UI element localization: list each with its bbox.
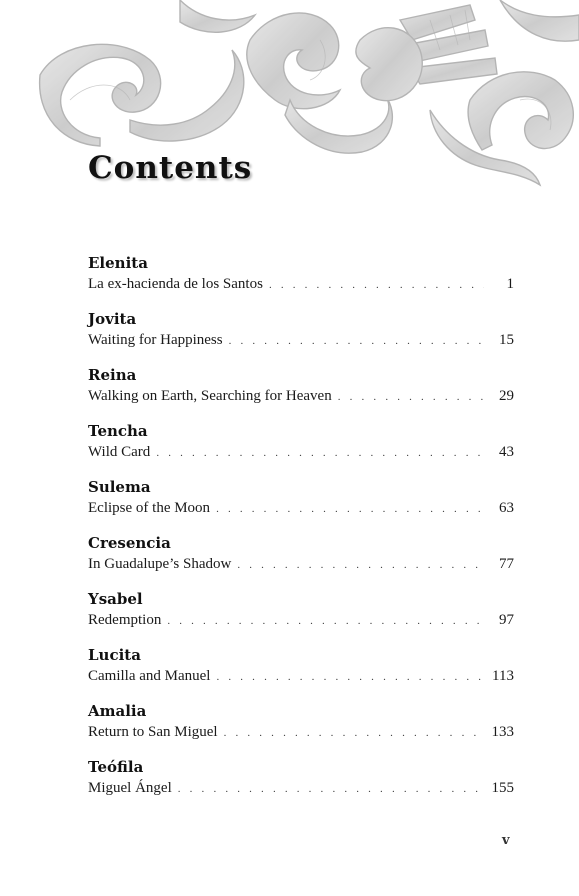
chapter-line <box>88 441 514 464</box>
section-name: Tencha <box>88 422 148 440</box>
dot-leader <box>167 610 484 632</box>
dot-leader <box>269 274 484 296</box>
chapter-line <box>88 497 514 520</box>
chapter-page-number: 29 <box>499 388 514 404</box>
dot-leader <box>156 442 484 464</box>
chapter-line <box>88 609 514 632</box>
section-name: Sulema <box>88 478 151 496</box>
chapter-title: Eclipse of the Moon <box>88 500 211 516</box>
chapter-line <box>88 665 514 688</box>
section-name: Elenita <box>88 254 148 272</box>
section-name: Amalia <box>88 702 147 720</box>
chapter-title: Miguel Ángel <box>88 780 172 796</box>
chapter-title: Redemption <box>88 612 162 628</box>
dot-leader <box>229 330 484 352</box>
section-name: Teófila <box>88 758 144 776</box>
chapter-page-number: 63 <box>499 500 514 516</box>
toc-entry[interactable] <box>88 253 514 309</box>
page-title: Contents <box>88 150 253 186</box>
chapter-title: Return to San Miguel <box>88 724 218 740</box>
chapter-line <box>88 385 514 408</box>
toc-entry[interactable] <box>88 365 514 421</box>
dot-leader <box>216 498 484 520</box>
dot-leader <box>178 778 484 800</box>
section-name: Lucita <box>88 646 141 664</box>
chapter-page-number: 43 <box>499 444 514 460</box>
page-number: v <box>502 833 510 848</box>
section-name: Ysabel <box>88 590 143 608</box>
chapter-title: Walking on Earth, Searching for Heaven <box>88 388 332 404</box>
chapter-page-number: 77 <box>499 556 514 572</box>
chapter-line <box>88 721 514 744</box>
chapter-title: Waiting for Happiness <box>88 332 223 348</box>
toc-entry[interactable] <box>88 645 514 701</box>
chapter-line <box>88 273 514 296</box>
chapter-title: Camilla and Manuel <box>88 668 211 684</box>
dot-leader <box>237 554 484 576</box>
chapter-line <box>88 553 514 576</box>
chapter-page-number: 155 <box>491 780 514 796</box>
toc-entry[interactable] <box>88 533 514 589</box>
section-name: Reina <box>88 366 137 384</box>
chapter-title: Wild Card <box>88 444 151 460</box>
chapter-page-number: 97 <box>499 612 514 628</box>
toc-entry[interactable] <box>88 477 514 533</box>
toc-entry[interactable] <box>88 589 514 645</box>
toc-entry[interactable] <box>88 701 514 757</box>
chapter-title: In Guadalupe’s Shadow <box>88 556 232 572</box>
dot-leader <box>216 666 484 688</box>
dot-leader <box>338 386 484 408</box>
chapter-page-number: 133 <box>491 724 514 740</box>
toc-entry[interactable] <box>88 757 514 813</box>
chapter-line <box>88 329 514 352</box>
section-name: Cresencia <box>88 534 171 552</box>
dot-leader <box>224 722 484 744</box>
chapter-page-number: 1 <box>506 276 514 292</box>
chapter-page-number: 113 <box>492 668 514 684</box>
chapter-line <box>88 777 514 800</box>
chapter-page-number: 15 <box>499 332 514 348</box>
toc-entry[interactable] <box>88 421 514 477</box>
floral-scroll-icon <box>0 0 579 200</box>
chapter-title: La ex-hacienda de los Santos <box>88 276 263 292</box>
table-of-contents <box>88 253 514 813</box>
section-name: Jovita <box>88 310 137 328</box>
toc-entry[interactable] <box>88 309 514 365</box>
